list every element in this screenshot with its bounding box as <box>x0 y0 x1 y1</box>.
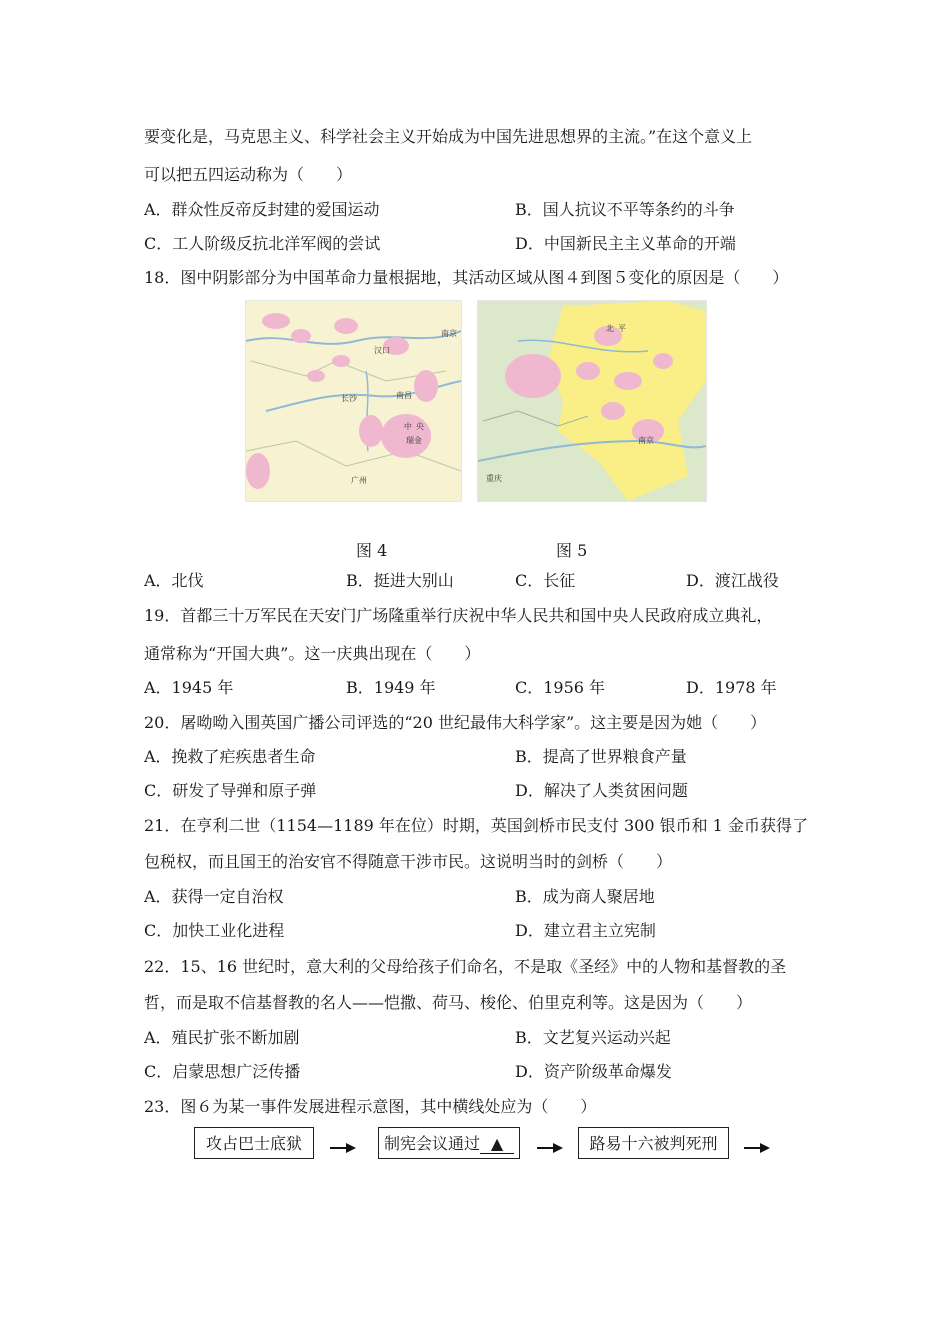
flow-step-3: 路易十六被判死刑 <box>578 1127 729 1159</box>
flow-step-2-blank: ▲ <box>480 1135 514 1154</box>
q18-option-c[interactable]: C．长征 <box>515 571 576 590</box>
q21-option-c[interactable]: C．加快工业化进程 <box>144 921 285 940</box>
flow-step-2-text: 制宪会议通过 <box>383 1134 480 1153</box>
map4-label-hankou: 汉口 <box>374 346 390 355</box>
q17-option-b[interactable]: B．国人抗议不平等条约的斗争 <box>515 200 735 219</box>
q19-option-c[interactable]: C．1956 年 <box>515 678 606 697</box>
map4-label-nanchang: 南昌 <box>396 391 412 400</box>
map5-label-nanjing: 南京 <box>638 436 654 445</box>
map5-label-ping: 平 <box>618 324 626 333</box>
map-figure-4 <box>245 300 462 502</box>
q20-option-d[interactable]: D．解决了人类贫困问题 <box>515 781 688 800</box>
q22-option-b[interactable]: B．文艺复兴运动兴起 <box>515 1028 671 1047</box>
arrow-right-icon <box>330 1142 356 1154</box>
map4-label-ruijin: 瑞金 <box>406 436 422 445</box>
map-figure-4-graphic <box>246 301 461 501</box>
q18-option-b[interactable]: B．挺进大别山 <box>346 571 454 590</box>
flow-step-1: 攻占巴士底狱 <box>194 1127 314 1159</box>
arrow-right-icon <box>537 1142 563 1154</box>
q19-stem-line1: 19．首都三十万军民在天安门广场隆重举行庆祝中华人民共和国中央人民政府成立典礼， <box>144 606 773 625</box>
q22-option-a[interactable]: A．殖民扩张不断加剧 <box>144 1028 300 1047</box>
arrow-right-icon <box>744 1142 770 1154</box>
map5-label-chongqing: 重庆 <box>486 474 502 483</box>
q19-option-d[interactable]: D．1978 年 <box>686 678 777 697</box>
figure-5-caption: 图 5 <box>556 541 588 560</box>
map4-label-changsha: 长沙 <box>341 394 357 403</box>
q21-stem-line1: 21．在亨利二世（1154—1189 年在位）时期，英国剑桥市民支付 300 银币和 1 金币获得了 <box>144 816 808 835</box>
q20-stem: 20．屠呦呦入围英国广播公司评选的“20 世纪最伟大科学家”。这主要是因为她（ ） <box>144 713 767 732</box>
map4-label-guangzhou: 广州 <box>351 476 367 485</box>
figure-4-caption: 图 4 <box>356 541 388 560</box>
q18-option-a[interactable]: A．北伐 <box>144 571 204 590</box>
q21-option-a[interactable]: A．获得一定自治权 <box>144 887 284 906</box>
q21-option-b[interactable]: B．成为商人聚居地 <box>515 887 655 906</box>
q23-stem: 23．图６为某一事件发展进程示意图，其中横线处应为（ ） <box>144 1097 597 1116</box>
q18-stem: 18．图中阴影部分为中国革命力量根据地，其活动区域从图４到图５变化的原因是（ ） <box>144 268 789 287</box>
q17-option-d[interactable]: D．中国新民主主义革命的开端 <box>515 234 736 253</box>
flow-step-2 <box>378 1127 520 1159</box>
map4-label-zhong: 中 <box>404 422 412 431</box>
map-figure-5-graphic <box>478 301 706 501</box>
q19-option-a[interactable]: A．1945 年 <box>144 678 234 697</box>
q17-stem-line2: 可以把五四运动称为（ ） <box>144 165 353 184</box>
q20-option-c[interactable]: C．研发了导弹和原子弹 <box>144 781 317 800</box>
q20-option-b[interactable]: B．提高了世界粮食产量 <box>515 747 687 766</box>
q19-option-b[interactable]: B．1949 年 <box>346 678 436 697</box>
q17-option-c[interactable]: C．工人阶级反抗北洋军阀的尝试 <box>144 234 381 253</box>
map5-label-bei: 北 <box>606 324 614 333</box>
q22-option-d[interactable]: D．资产阶级革命爆发 <box>515 1062 672 1081</box>
q21-stem-line2: 包税权，而且国王的治安官不得随意干涉市民。这说明当时的剑桥（ ） <box>144 852 673 871</box>
map4-label-yang: 央 <box>416 422 424 431</box>
q21-option-d[interactable]: D．建立君主立宪制 <box>515 921 656 940</box>
map-figure-5 <box>477 300 707 502</box>
q22-stem-line1: 22．15、16 世纪时，意大利的父母给孩子们命名，不是取《圣经》中的人物和基督教的圣 <box>144 957 787 976</box>
q19-stem-line2: 通常称为“开国大典”。这一庆典出现在（ ） <box>144 644 481 663</box>
q20-option-a[interactable]: A．挽救了疟疾患者生命 <box>144 747 316 766</box>
q22-stem-line2: 哲，而是取不信基督教的名人——恺撒、荷马、梭伦、伯里克利等。这是因为（ ） <box>144 993 753 1012</box>
q22-option-c[interactable]: C．启蒙思想广泛传播 <box>144 1062 301 1081</box>
q17-stem-line1: 要变化是，马克思主义、科学社会主义开始成为中国先进思想界的主流。”在这个意义上 <box>144 127 753 146</box>
map4-label-nanjing: 南京 <box>441 329 457 338</box>
q18-option-d[interactable]: D．渡江战役 <box>686 571 779 590</box>
q17-option-a[interactable]: A．群众性反帝反封建的爱国运动 <box>144 200 380 219</box>
